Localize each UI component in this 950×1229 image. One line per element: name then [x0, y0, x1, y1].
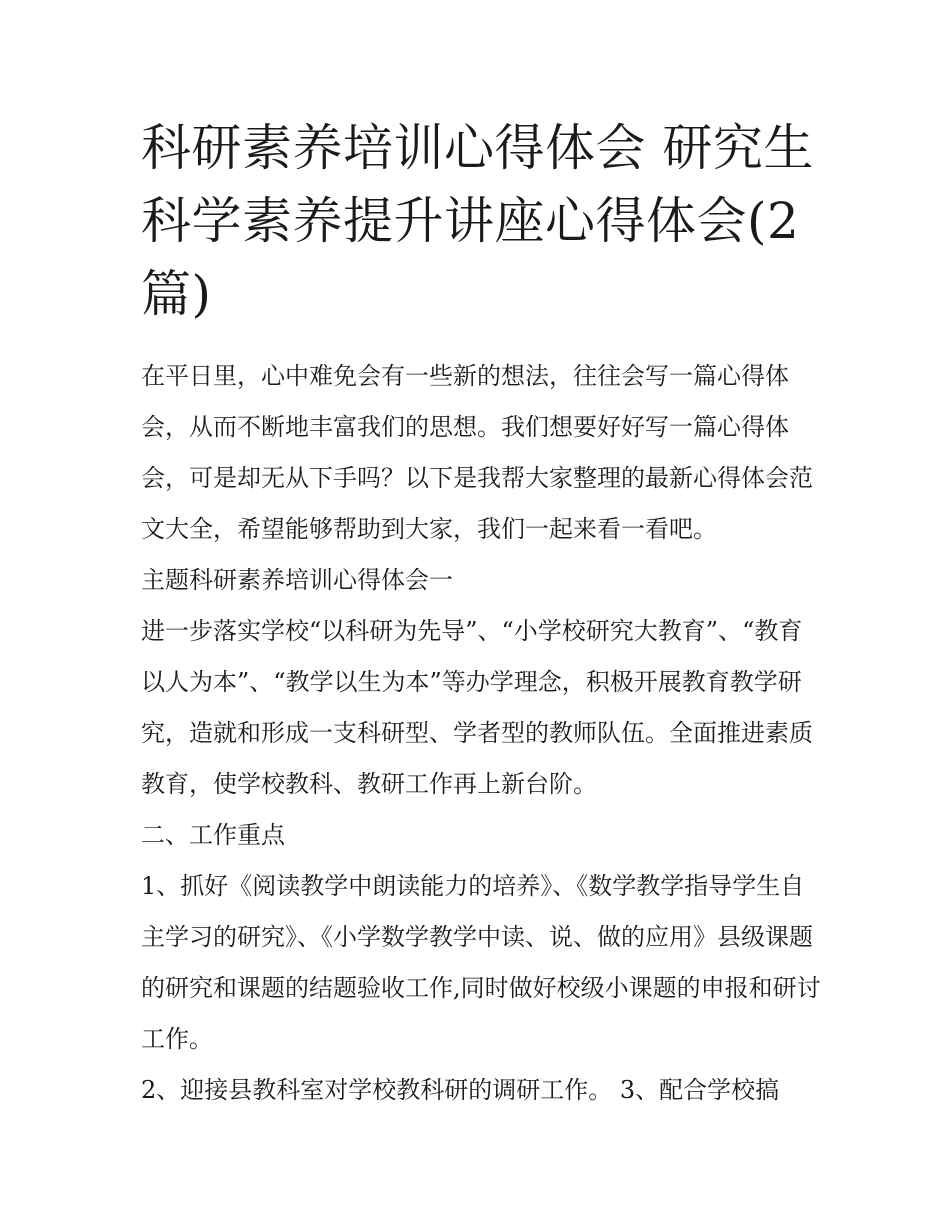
section-heading: 二、工作重点 [141, 821, 285, 849]
document-title: 科研素养培训心得体会 研究生科学素养提升讲座心得体会(2篇) [141, 119, 814, 323]
document-page [141, 112, 821, 1116]
intro-paragraph: 在平日里，心中难免会有一些新的想法，往往会写一篇心得体会，从而不断地丰富我们的思想。我们想要好好写一篇心得体会，可是却无从下手吗？以下是我帮大家整理的最新心得体会范文大全，希望能够帮助到大家，我们一起来看一看吧。 [141, 362, 813, 543]
body-paragraph: 进一步落实学校“以科研为先导”、“小学校研究大教育”、“教育以人为本”、“教学以生为本”等办学理念，积极开展教育教学研究，造就和形成一支科研型、学者型的教师队伍。全面推进素质教育，使学校教科、教研工作再上新台阶。 [141, 617, 813, 798]
section-heading: 主题科研素养培训心得体会一 [141, 566, 453, 594]
list-item: 1、抓好《阅读教学中朗读能力的培养》、《数学教学指导学生自主学习的研究》、《小学数学教学中读、说、做的应用》县级课题的研究和课题的结题验收工作,同时做好校级小课题的申报和研讨工作。 [141, 872, 821, 1053]
list-item: 2、迎接县教科室对学校教科研的调研工作。 3、配合学校搞 [141, 1076, 780, 1104]
